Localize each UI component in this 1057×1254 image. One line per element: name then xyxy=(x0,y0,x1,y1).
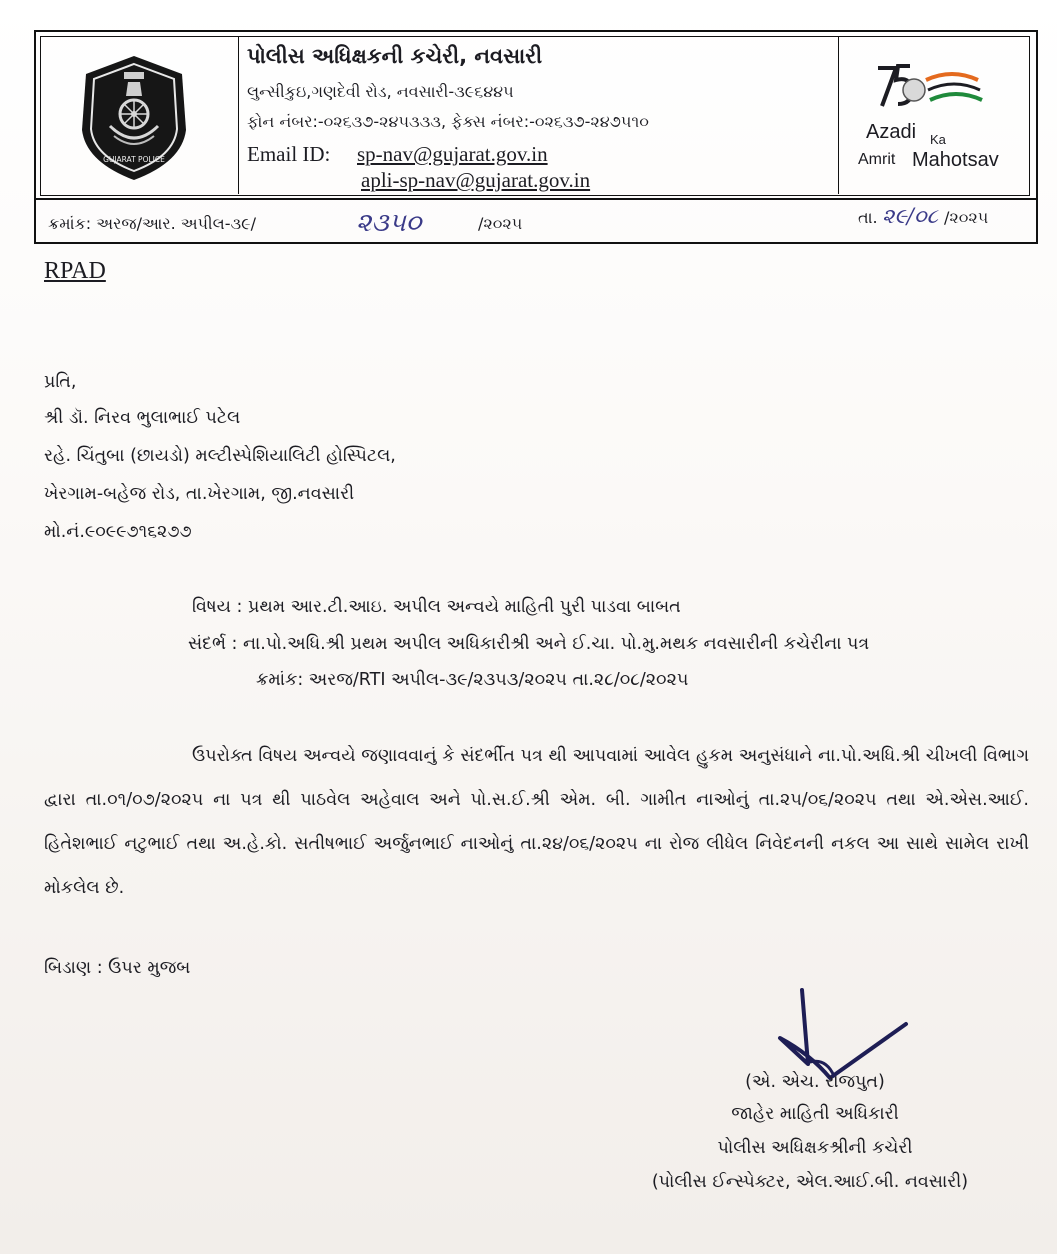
divider xyxy=(34,198,1036,200)
subject-reference-number: ક્રમાંક: અરજ/RTI અપીલ-૩૯/૨૩૫૩/૨૦૨૫ તા.૨૮/૦૮/૨૦૨૫ xyxy=(256,670,689,690)
reference-number: ૨૩૫૦ xyxy=(356,208,422,238)
email-secondary-link[interactable]: apli-sp-nav@gujarat.gov.in xyxy=(361,168,591,192)
divider xyxy=(838,36,839,194)
body-text: ઉપરોક્ત વિષય અન્વયે જણાવવાનું કે સંદર્ભીત પત્ર થી આપવામાં આવેલ હુકમ અનુસંધાને ના.પો.અધિ.શ્રી ચીખલી વિભાગ દ્વારા તા.૦૧/૦૭/૨૦૨૫ ના પત્ર થી પાઠવેલ અહેવાલ અને પો.સ.ઈ.શ્રી એમ. બી. ગામીત નાઓનું તા.૨૫/૦૬/૨૦૨૫ તથા એ.એસ.આઈ. હિતેશભાઈ નટુભાઈ તથા અ.હે.કો. સતીષભાઈ અર્જુનભાઈ નાઓનું તા.૨૪/૦૬/૨૦૨૫ ના રોજ લીધેલ નિવેદનની નકલ આ સાથે સામેલ રાખી મોકલેલ છે. xyxy=(44,746,1029,898)
signatory-office: પોલીસ અધિક્ષકશ્રીની કચેરી xyxy=(717,1138,913,1158)
gujarat-police-emblem-icon xyxy=(74,52,194,184)
dispatch-mode: RPAD xyxy=(44,258,106,284)
emblem-text: GUJARAT POLICE xyxy=(103,155,165,164)
office-name: પોલીસ અધિક્ષકની કચેરી, નવસારી xyxy=(247,44,543,68)
recipient-mobile: મો.નં.૯૦૯૯૭૧૬૨૭૭ xyxy=(44,522,192,542)
email-label: Email ID: xyxy=(247,142,331,166)
signatory-designation: જાહેર માહિતી અધિકારી xyxy=(731,1104,899,1124)
recipient-name: શ્રી ડૉ. નિરવ ભુલાભાઈ પટેલ xyxy=(44,408,241,428)
enclosure: બિડાણ : ઉપર મુજબ xyxy=(44,958,191,978)
signatory-post: (પોલીસ ઈન્સ્પેક્ટર, એલ.આઈ.બી. નવસારી) xyxy=(651,1172,969,1192)
recipient-address-line1: રહે. ચિંતુબા (છાયડો) મલ્ટીસ્પેશિયાલિટી હોસ્પિટલ, xyxy=(44,446,396,466)
reference-prefix: ક્રમાંક: અરજ/આર. અપીલ-૩૯/ xyxy=(48,214,256,233)
azadi-ka-amrit-mahotsav-logo xyxy=(852,60,1024,180)
subject-reference: સંદર્ભ : ના.પો.અધિ.શ્રી પ્રથમ અપીલ અધિકારીશ્રી અને ઈ.ચા. પો.મુ.મથક નવસારીની કચેરીના પત્ર xyxy=(188,634,870,654)
office-phone-fax: ફોન નંબર:-૦૨૬૩૭-૨૪૫૩૩૩, ફેક્સ નંબર:-૦૨૬૩૭-૨૪૭૫૧૦ xyxy=(247,112,649,131)
azadi-75-icon xyxy=(852,60,1024,180)
svg-text:Mahotsav: Mahotsav xyxy=(912,149,999,171)
divider xyxy=(238,36,239,194)
date-label: તા. xyxy=(858,208,878,227)
reference-year: /૨૦૨૫ xyxy=(478,214,523,233)
svg-text:Ka: Ka xyxy=(930,132,946,147)
recipient-to: પ્રતિ, xyxy=(44,372,77,392)
office-address: લુન્સીકુઇ,ગણદેવી રોડ, નવસારી-૩૯૬૪૪૫ xyxy=(247,82,514,101)
date-year: /૨૦૨૫ xyxy=(944,208,989,227)
subject-line: વિષય : પ્રથમ આર.ટી.આઇ. અપીલ અન્વયે માહિતી પુરી પાડવા બાબત xyxy=(192,597,681,617)
recipient-address-line2: ખેરગામ-બહેજ રોડ, તા.ખેરગામ, જી.નવસારી xyxy=(44,484,355,504)
svg-text:Amrit: Amrit xyxy=(858,151,896,168)
body-paragraph xyxy=(44,734,1029,910)
date-value: ૨૯/૦૮ xyxy=(882,204,939,228)
signatory-name: (એ. એચ. રાજપુત) xyxy=(745,1072,885,1092)
svg-text:Azadi: Azadi xyxy=(866,121,917,143)
email-primary-link[interactable]: sp-nav@gujarat.gov.in xyxy=(357,142,548,166)
